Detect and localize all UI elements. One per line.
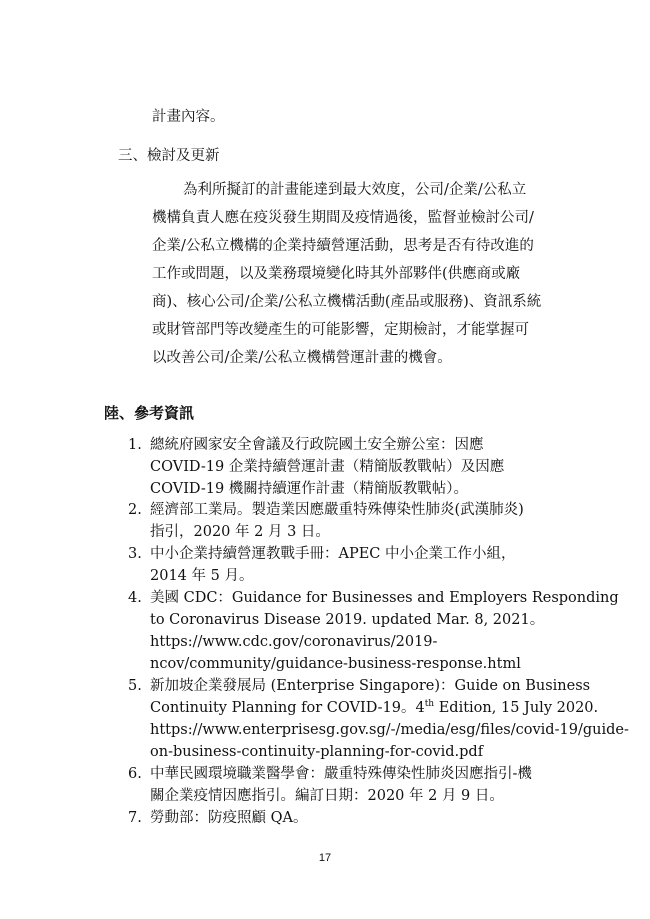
reference-line: 指引，2020 年 2 月 3 日。 xyxy=(150,524,330,540)
reference-line: 總統府國家安全會議及行政院國土安全辦公室：因應 xyxy=(150,437,484,453)
reference-line-composite xyxy=(150,699,598,717)
reference-url-line: https://www.cdc.gov/coronavirus/2019- xyxy=(150,634,438,650)
reference-line: to Coronavirus Disease 2019. updated Mar. 8, 2021。 xyxy=(150,612,545,628)
reference-number: 2. xyxy=(128,502,142,518)
reference-line: 美國 CDC：Guidance for Businesses and Employers Responding xyxy=(150,590,619,606)
section-3-paragraph-line: 為利所擬訂的計畫能達到最大效度，公司/企業/公私立 xyxy=(183,182,527,198)
section-3-paragraph-line: 或財管部門等改變產生的可能影響，定期檢討，才能掌握可 xyxy=(152,322,529,338)
reference-line: 2014 年 5 月。 xyxy=(150,568,254,584)
reference-line: COVID-19 企業持續營運計畫（精簡版教戰帖）及因應 xyxy=(150,459,505,475)
ordinal-superscript: th xyxy=(424,699,435,710)
reference-line-tail: Edition, 15 July 2020. xyxy=(434,700,599,716)
reference-line: 新加坡企業發展局 (Enterprise Singapore)：Guide on Business xyxy=(150,678,591,694)
reference-line: 勞動部：防疫照顧 QA。 xyxy=(150,810,308,826)
section-3-paragraph-line: 以改善公司/企業/公私立機構營運計畫的機會。 xyxy=(152,350,452,366)
section-3-paragraph-line: 工作或問題，以及業務環境變化時其外部夥伴(供應商或廠 xyxy=(152,266,521,282)
reference-line: 中華民國環境職業醫學會：嚴重特殊傳染性肺炎因應指引-機 xyxy=(150,766,532,782)
reference-line: COVID-19 機關持續運作計畫（精簡版教戰帖）。 xyxy=(150,481,469,497)
reference-line-text: Continuity Planning for COVID-19。4 xyxy=(150,700,425,716)
reference-number: 4. xyxy=(128,590,142,606)
continued-text: 計畫內容。 xyxy=(152,109,225,125)
reference-line: 經濟部工業局。製造業因應嚴重特殊傳染性肺炎(武漢肺炎) xyxy=(150,502,524,518)
reference-number: 6. xyxy=(128,766,142,782)
page-number: 17 xyxy=(318,852,332,864)
references-heading: 陸、參考資訊 xyxy=(104,404,195,422)
reference-line: 關企業疫情因應指引。編訂日期：2020 年 2 月 9 日。 xyxy=(150,788,504,804)
reference-number: 7. xyxy=(128,810,142,826)
section-3-paragraph-line: 企業/公私立機構的企業持續營運活動，思考是否有待改進的 xyxy=(152,238,534,254)
reference-number: 3. xyxy=(128,546,142,562)
reference-url-line: on-business-continuity-planning-for-covid.pdf xyxy=(150,744,484,760)
reference-line: 中小企業持續營運教戰手冊：APEC 中小企業工作小組， xyxy=(150,546,516,562)
section-3-heading: 三、檢討及更新 xyxy=(118,148,220,164)
reference-number: 1. xyxy=(128,437,142,453)
reference-url-line: https://www.enterprisesg.gov.sg/-/media/esg/files/covid-19/guide- xyxy=(150,722,629,738)
reference-number: 5. xyxy=(128,678,142,694)
reference-url-line: ncov/community/guidance-business-response.html xyxy=(150,656,521,672)
section-3-paragraph-line: 機構負責人應在疫災發生期間及疫情過後，監督並檢討公司/ xyxy=(152,210,534,226)
section-3-paragraph-line: 商)、核心公司/企業/公私立機構活動(產品或服務)、資訊系統 xyxy=(152,294,542,310)
